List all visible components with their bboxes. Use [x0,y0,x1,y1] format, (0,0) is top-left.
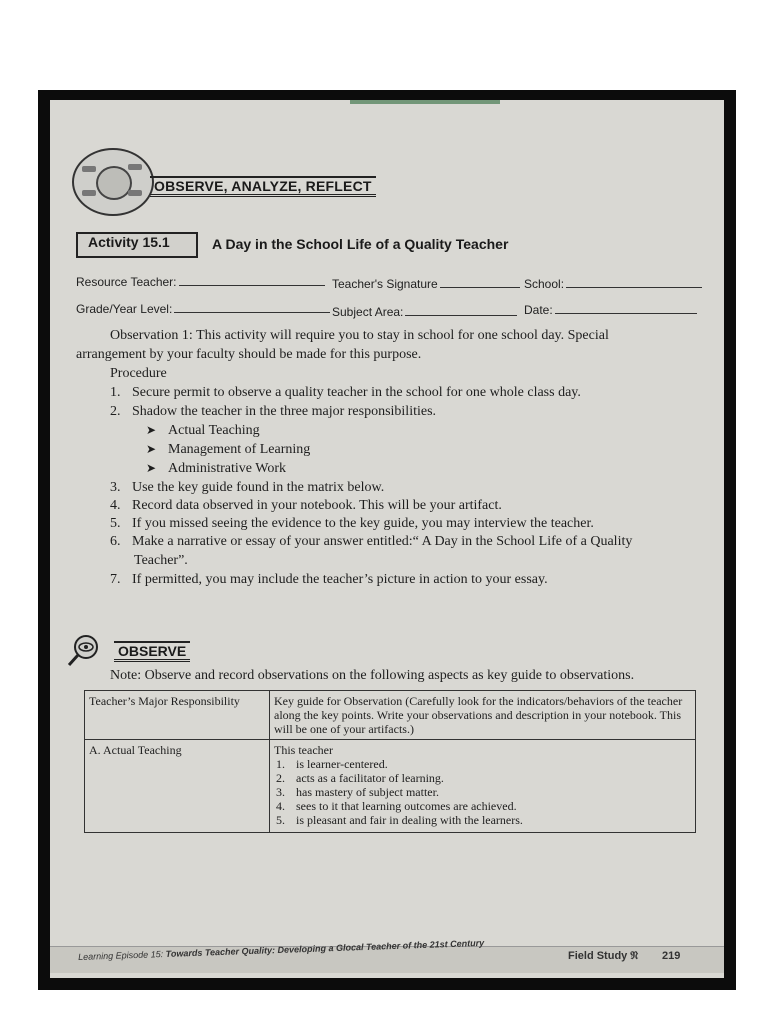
procedure-step: 7. If permitted, you may include the teacher’s picture in action to your essay. [110,572,548,587]
procedure-step-cont: Teacher”. [134,553,188,568]
procedure-step: 6. Make a narrative or essay of your answer entitled:“ A Day in the School Life of a Quality [110,534,633,549]
indicator-intro: This teacher [274,743,333,757]
activity-label: Activity 15.1 [88,234,170,250]
procedure-step: 1. Secure permit to observe a quality teacher in the school for one whole class day. [110,385,581,400]
procedure-step: 3. Use the key guide found in the matrix below. [110,480,385,495]
observe-note: Note: Observe and record observations on the following aspects as key guide to observations. [110,668,635,683]
procedure-step: 2. Shadow the teacher in the three major responsibilities. [110,404,437,419]
activity-title: A Day in the School Life of a Quality Teacher [212,236,509,252]
responsibility-item: ➤ Actual Teaching [146,423,260,438]
list-item: 3. has mastery of subject matter. [276,785,439,799]
teacher-signature-field: Teacher's Signature [332,276,520,291]
observation-intro-cont: arrangement by your faculty should be made for this purpose. [76,347,422,362]
responsibility-item: ➤ Administrative Work [146,461,286,476]
cycle-logo-icon [72,148,154,216]
observation-intro: Observation 1: This activity will require you to stay in school for one school day. Special [110,328,609,343]
page-number: 219 [662,950,681,962]
table-row-label: A. Actual Teaching [85,740,270,833]
arrow-bullet-icon: ➤ [146,442,157,456]
arrow-bullet-icon: ➤ [146,423,157,437]
table-header-cell: Key guide for Observation (Carefully look for the indicators/behaviors of the teacher along the key points. Write your observations and description in your notebook. This will be one of your artifacts.) [270,691,696,740]
list-item: 5. is pleasant and fair in dealing with the learners. [276,813,523,827]
school-field: School: [524,276,702,291]
procedure-step: 5. If you missed seeing the evidence to the key guide, you may interview the teacher. [110,516,594,531]
table-header-cell: Teacher’s Major Responsibility [85,691,270,740]
indicator-list [274,757,691,827]
observe-title: OBSERVE [114,641,190,662]
section-title: OBSERVE, ANALYZE, REFLECT [150,176,376,197]
date-field: Date: [524,302,697,317]
footer-episode: Learning Episode 15: Towards Teacher Quality: Developing a Glocal Teacher of the 21st Century [78,937,485,962]
list-item: 2. acts as a facilitator of learning. [276,771,444,785]
magnifier-eye-icon [66,634,100,668]
observation-matrix [84,690,696,833]
responsibility-item: ➤ Management of Learning [146,442,311,457]
table-cell-indicators [270,740,696,833]
table-row [85,740,696,833]
procedure-label: Procedure [110,366,167,381]
document-page [50,100,724,978]
procedure-step: 4. Record data observed in your notebook. This will be your artifact. [110,498,502,513]
table-header-row [85,691,696,740]
resource-teacher-field: Resource Teacher: [76,274,325,289]
grade-level-field: Grade/Year Level: [76,301,330,316]
footer-series: Field Study 𝔑 [568,950,639,962]
list-item: 4. sees to it that learning outcomes are achieved. [276,799,517,813]
arrow-bullet-icon: ➤ [146,461,157,475]
list-item: 1. is learner-centered. [276,757,388,771]
subject-area-field: Subject Area: [332,304,517,319]
